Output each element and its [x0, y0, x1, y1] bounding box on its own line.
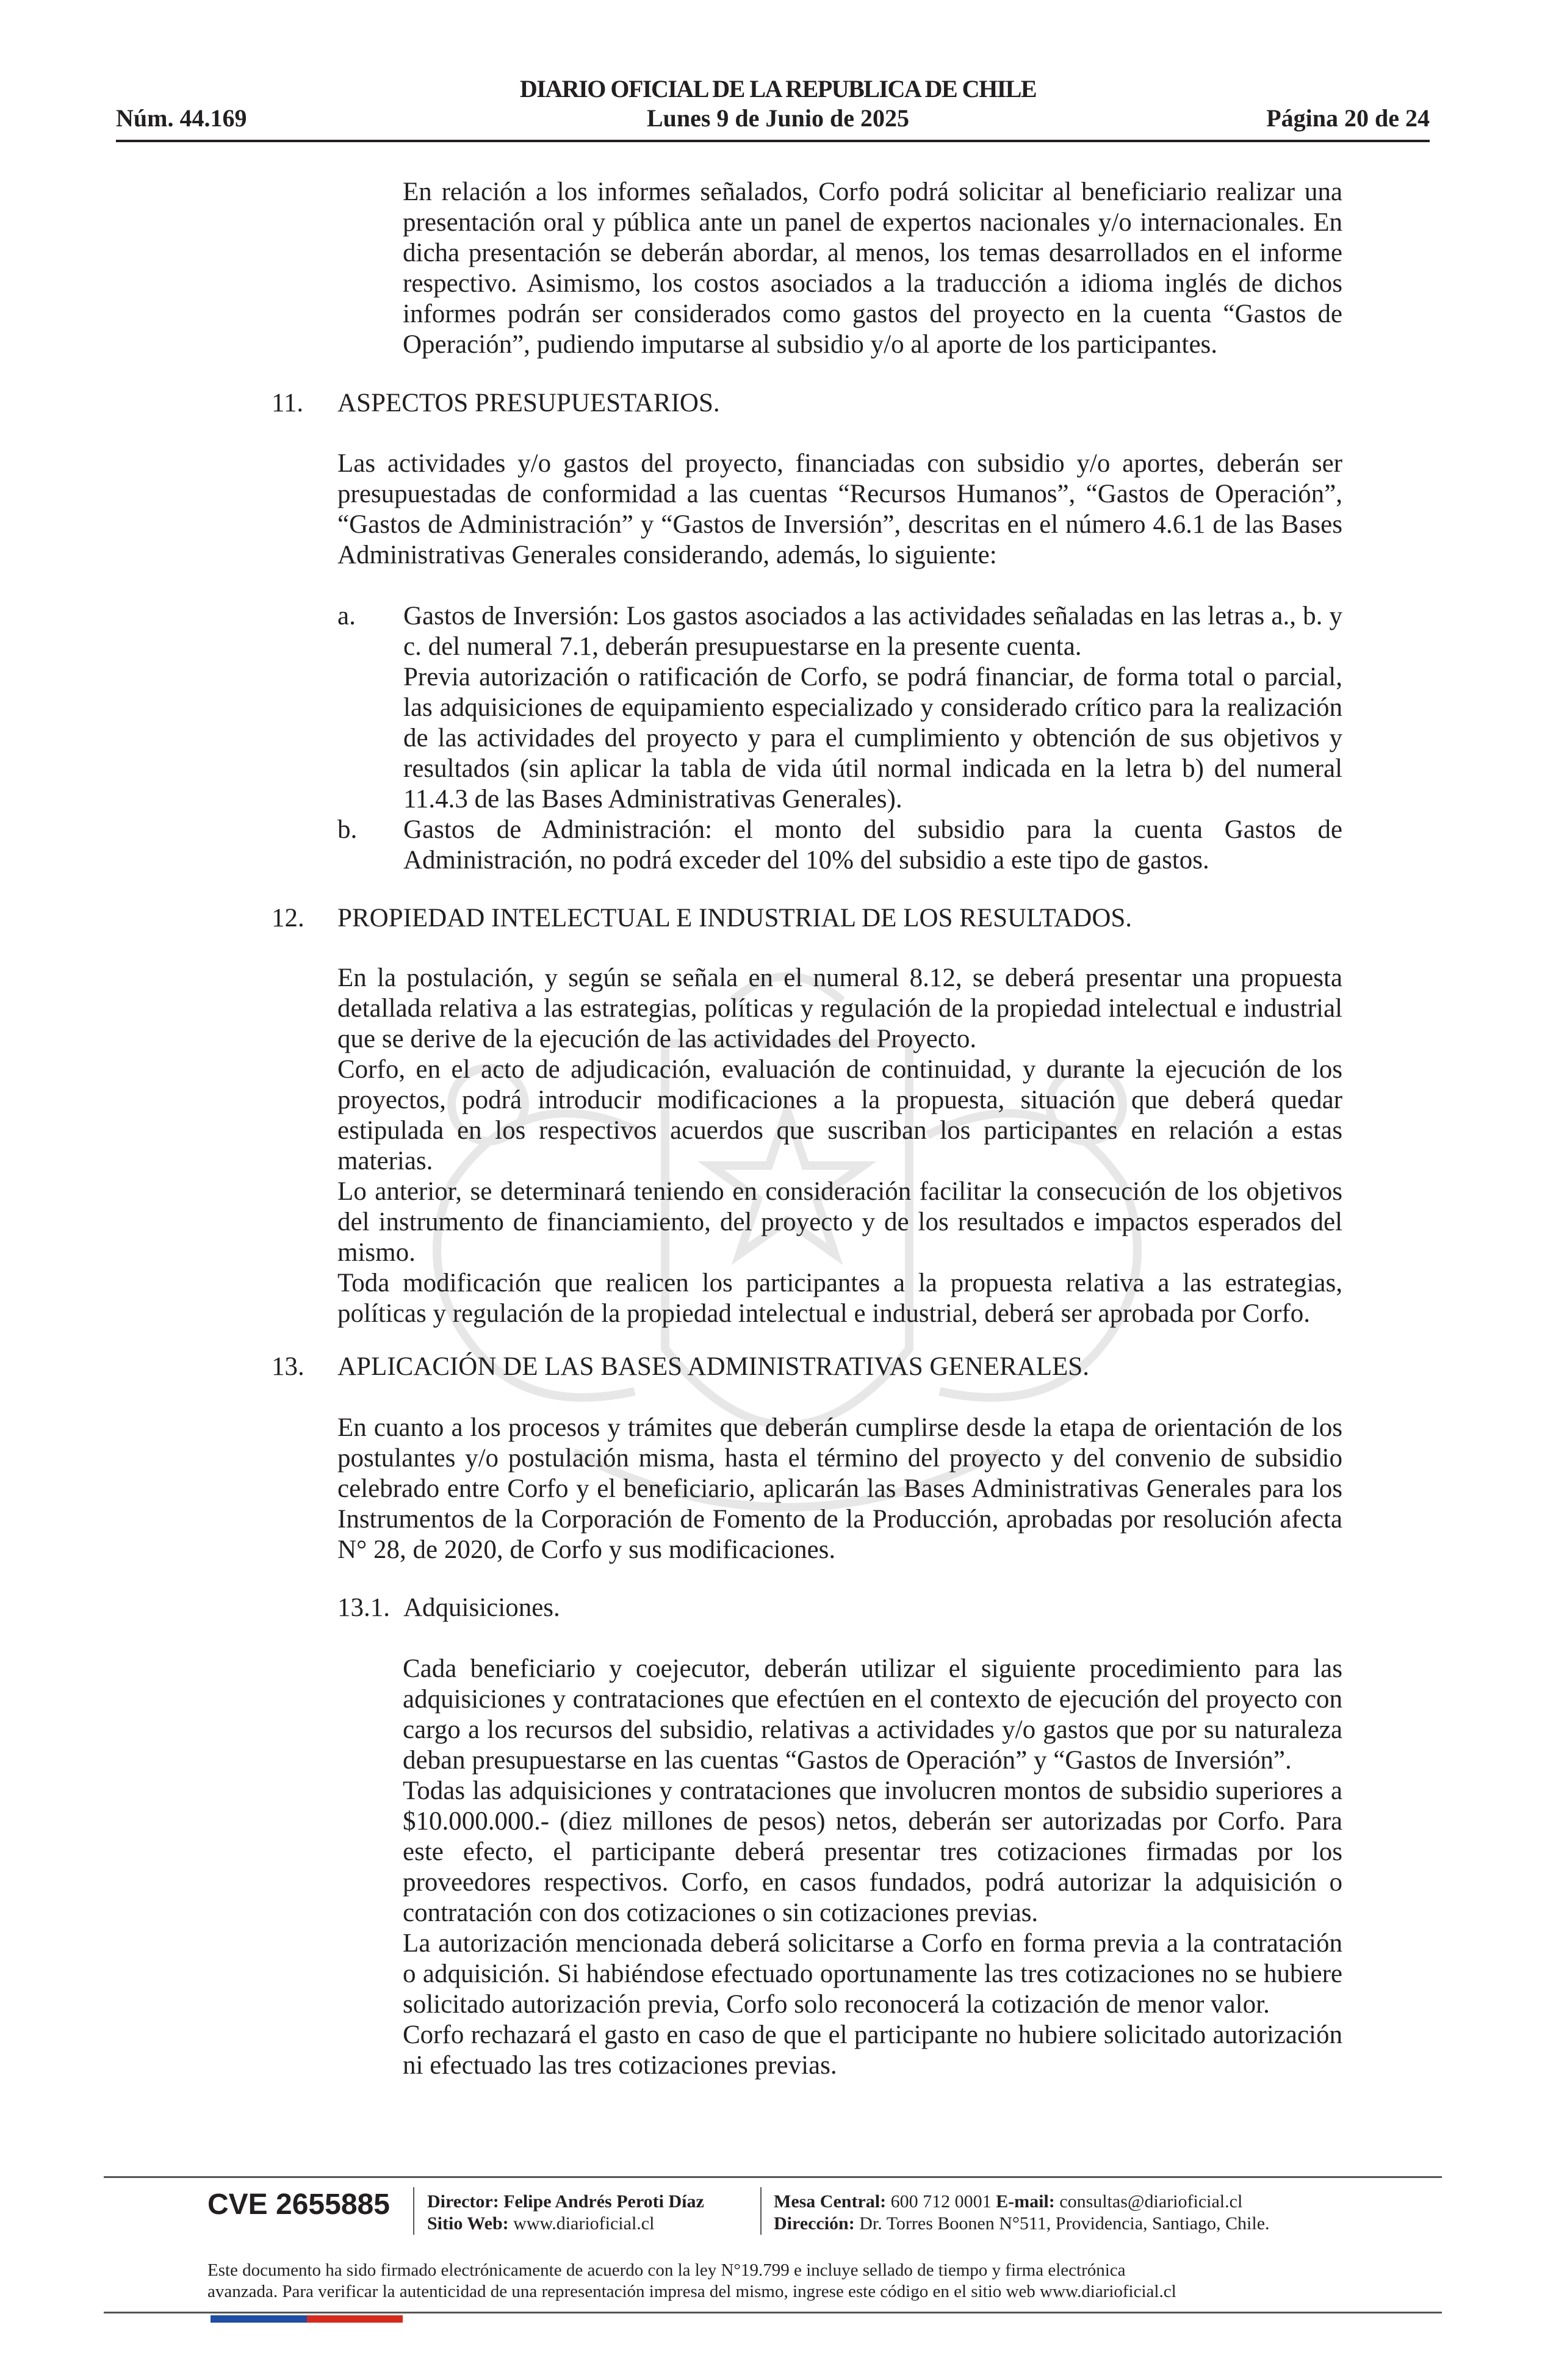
- item-a-letter: a.: [337, 602, 356, 630]
- subsection-13-1-body: [403, 1654, 1342, 2081]
- subsection-13-1-title: Adquisiciones.: [403, 1593, 560, 1622]
- mesa-label: Mesa Central:: [774, 2191, 887, 2212]
- intro-paragraph-text: En relación a los informes señalados, Corfo podrá solicitar al beneficiario realizar una presentación oral y pública ante un panel de expertos nacionales y/o internacionales. En dicha presentación se deberán abordar, al menos, los temas desarrollados en el informe respectivo. Asimismo, los costos asociados a la traducción a idioma inglés de dichos informes podrán ser considerados como gastos del proyecto en la cuenta “Gastos de Operación”, pudiendo imputarse al subsidio y/o al aporte de los participantes.: [403, 178, 1342, 359]
- footer-separator-2: [760, 2187, 762, 2235]
- section-12-title: PROPIEDAD INTELECTUAL E INDUSTRIAL DE LOS RESULTADOS.: [337, 904, 1133, 932]
- subsection-13-1-text-3: La autorización mencionada deberá solicitarse a Corfo en forma previa a la contratación o adquisición. Si habiéndose efectuado oportunamente las tres cotizaciones no se hubiere solicitado autorización previa, Corfo solo reconocerá la cotización de menor valor.: [403, 1929, 1342, 2019]
- subsection-13-1-text-1: Cada beneficiario y coejecutor, deberán utilizar el siguiente procedimiento para las adquisiciones y contrataciones que efectúen en el contexto de ejecución del proyecto con cargo a los recursos del subsidio, relativas a actividades y/o gastos que por su naturaleza deban presupuestarse en las cuentas “Gastos de Operación” y “Gastos de Inversión”.: [403, 1654, 1342, 1775]
- item-a-text-2: Previa autorización o ratificación de Corfo, se podrá financiar, de forma total o parcial, las adquisiciones de equipamiento especializado y considerado crítico para la realización de las actividades del proyecto y para el cumplimiento y obtención de sus objetivos y resultados (sin aplicar la tabla de vida útil normal indicada en la letra b) del numeral 11.4.3 de las Bases Administrativas Generales).: [403, 663, 1342, 813]
- director-label: Director:: [427, 2191, 499, 2212]
- section-13-title: APLICACIÓN DE LAS BASES ADMINISTRATIVAS GENERALES.: [337, 1352, 1089, 1381]
- section-11-number: 11.: [272, 389, 304, 417]
- intro-paragraph: [403, 177, 1342, 360]
- subsection-13-1-text-4: Corfo rechazará el gasto en caso de que el participante no hubiere solicitado autorización ni efectuado las tres cotizaciones previas.: [403, 2021, 1342, 2080]
- flag-stripe-blue: [211, 2315, 307, 2323]
- flag-stripe-red: [307, 2315, 403, 2323]
- mesa-phone: 600 712 0001: [890, 2191, 992, 2212]
- email-link[interactable]: consultas@diarioficial.cl: [1059, 2191, 1243, 2212]
- section-12-text-1: En la postulación, y según se señala en el numeral 8.12, se deberá presentar una propuesta detallada relativa a las estrategias, políticas y regulación de la propiedad intelectual e industrial que se derive de la ejecución de las actividades del Proyecto.: [337, 964, 1342, 1053]
- item-b-text: Gastos de Administración: el monto del subsidio para la cuenta Gastos de Administración, no podrá exceder del 10% del subsidio a este tipo de gastos.: [403, 815, 1342, 874]
- subsection-13-1-text-2: Todas las adquisiciones y contrataciones que involucren montos de subsidio superiores a $10.000.000.- (diez millones de pesos) netos, deberán ser autorizadas por Corfo. Para este efecto, el participante deberá presentar tres cotizaciones firmadas por los proveedores respectivos. Corfo, en casos fundados, podrá autorizar la adquisición o contratación con dos cotizaciones o sin cotizaciones previas.: [403, 1776, 1342, 1927]
- section-11-paragraph: [337, 449, 1342, 571]
- subsection-13-1-heading: [337, 1593, 560, 1623]
- newspaper-title: DIARIO OFICIAL DE LA REPUBLICA DE CHILE: [519, 75, 1037, 103]
- legal-notice-line-2: avanzada. Para verificar la autenticidad de una representación impresa del mismo, ingrese este código en el sitio web www.diarioficial.cl: [207, 2282, 1176, 2301]
- section-12-text-3: Lo anterior, se determinará teniendo en consideración facilitar la consecución de los objetivos del instrumento de financiamiento, del proyecto y de los resultados e impactos esperados del mismo.: [337, 1177, 1342, 1267]
- item-a-text-1: Gastos de Inversión: Los gastos asociados a las actividades señaladas en las letras a., b. y c. del numeral 7.1, deberán presupuestarse en la presente cuenta.: [403, 602, 1342, 661]
- legal-notice: [207, 2260, 1330, 2302]
- director-name: Felipe Andrés Peroti Díaz: [503, 2191, 704, 2212]
- address-label: Dirección:: [774, 2213, 855, 2234]
- issue-number: Núm. 44.169: [116, 104, 247, 132]
- section-11-title: ASPECTOS PRESUPUESTARIOS.: [337, 389, 720, 417]
- section-11-heading: [272, 388, 720, 419]
- section-11-item-b: [337, 815, 1342, 876]
- legal-notice-line-1: Este documento ha sido firmado electrónicamente de acuerdo con la ley N°19.799 e incluye sellado de tiempo y firma electrónica: [207, 2260, 1126, 2280]
- section-12-text-2: Corfo, en el acto de adjudicación, evaluación de continuidad, y durante la ejecución de los proyectos, podrá introducir modificaciones a la propuesta, situación que deberá quedar estipulada en los respectivos acuerdos que suscriban los participantes en relación a estas materias.: [337, 1055, 1342, 1175]
- section-13-paragraph: [337, 1413, 1342, 1565]
- section-12-number: 12.: [272, 904, 304, 932]
- footer-director-block: [427, 2191, 704, 2235]
- footer-contact-block: [774, 2191, 1270, 2235]
- header-divider: [116, 140, 1430, 142]
- footer-separator-1: [413, 2187, 414, 2235]
- footer-divider-bottom: [104, 2312, 1442, 2313]
- email-label: E-mail:: [996, 2191, 1055, 2212]
- website-label: Sitio Web:: [427, 2213, 509, 2234]
- section-11-item-a: [337, 601, 1342, 815]
- section-12-heading: [272, 903, 1132, 934]
- section-13-heading: [272, 1352, 1089, 1382]
- address-value: Dr. Torres Boonen N°511, Providencia, Santiago, Chile.: [859, 2213, 1270, 2234]
- section-11-paragraph-text: Las actividades y/o gastos del proyecto, financiadas con subsidio y/o aportes, deberán ser presupuestadas de conformidad a las cuentas “Recursos Humanos”, “Gastos de Operación”, “Gastos de Administración” y “Gastos de Inversión”, descritas en el número 4.6.1 de las Bases Administrativas Generales considerando, además, lo siguiente:: [337, 449, 1342, 569]
- website-link[interactable]: www.diarioficial.cl: [513, 2213, 655, 2234]
- page-number: Página 20 de 24: [1266, 104, 1430, 132]
- issue-date: Lunes 9 de Junio de 2025: [646, 104, 910, 132]
- section-13-number: 13.: [272, 1352, 304, 1381]
- subsection-13-1-number: 13.1.: [337, 1593, 390, 1622]
- cve-code: CVE 2655885: [207, 2188, 390, 2221]
- footer-divider-top: [104, 2176, 1442, 2178]
- section-12-text-4: Toda modificación que realicen los participantes a la propuesta relativa a las estrategias, políticas y regulación de la propiedad intelectual e industrial, deberá ser aprobada por Corfo.: [337, 1269, 1342, 1328]
- section-13-paragraph-text: En cuanto a los procesos y trámites que deberán cumplirse desde la etapa de orientación de los postulantes y/o postulación misma, hasta el término del proyecto y del convenio de subsidio celebrado entre Corfo y el beneficiario, aplicarán las Bases Administrativas Generales para los Instrumentos de la Corporación de Fomento de la Producción, aprobadas por resolución afecta N° 28, de 2020, de Corfo y sus modificaciones.: [337, 1413, 1342, 1564]
- section-12-body: [337, 963, 1342, 1329]
- item-b-letter: b.: [337, 815, 358, 844]
